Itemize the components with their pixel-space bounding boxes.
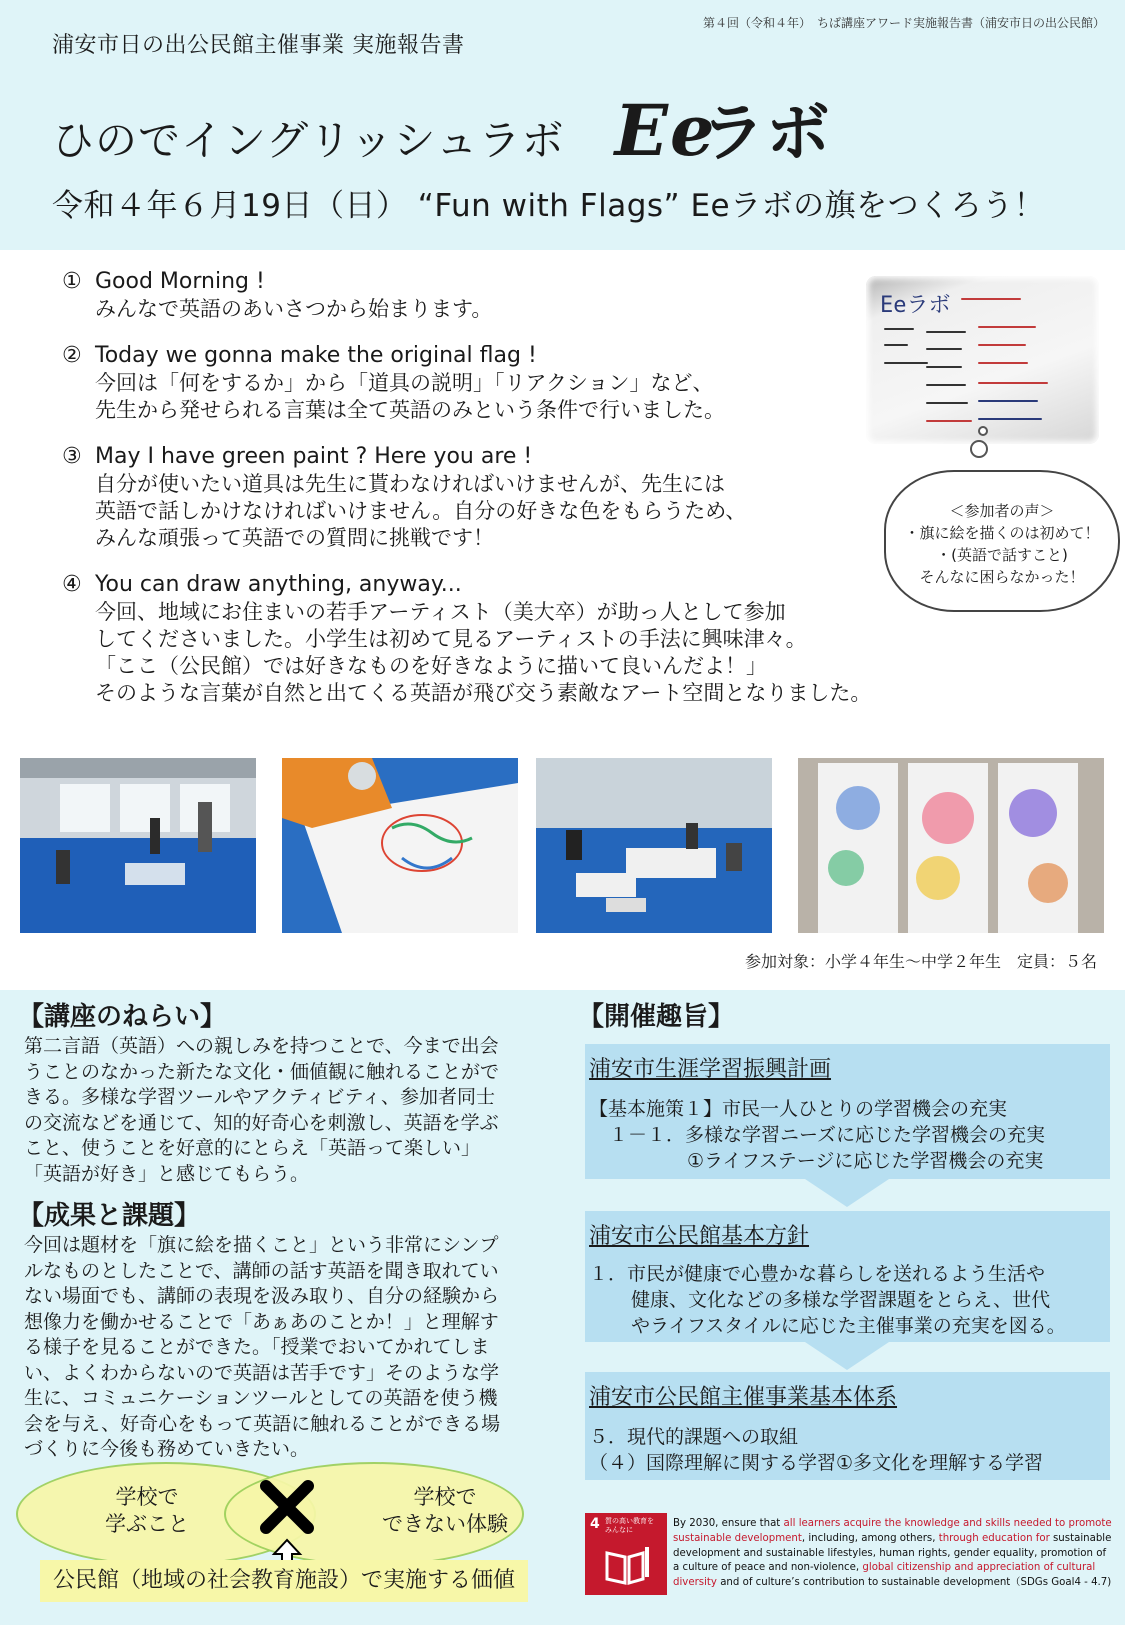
community-value-box: 公民館（地域の社会教育施設）で実施する価値 — [40, 1560, 528, 1602]
handwriting-mark — [926, 402, 968, 404]
sdg-text-part: By 2030, ensure that — [673, 1518, 784, 1529]
sdg-goal-4-icon — [585, 1513, 667, 1595]
step-text: 今回、地域にお住まいの若手アーティスト（美大卒）が助っ人として参加 — [95, 600, 786, 624]
aims-heading: 【講座のねらい】 — [18, 1002, 227, 1032]
book-pencil-icon — [603, 1545, 651, 1587]
handwriting-mark — [978, 400, 1038, 402]
results-line: づくりに今後も務めていきたい。 — [24, 1438, 310, 1460]
activity-steps — [62, 268, 942, 726]
sdg-text-part: sustainable development and sustainable lifestyles, human rights, gender equality, promotion of a culture of peace and non-violence, — [673, 1532, 1112, 1574]
aims-line: 第二言語（英語）への親しみを持つことで、今まで出会 — [24, 1035, 499, 1057]
venn-left-label — [72, 1484, 222, 1538]
sdg-text-highlight: all learners acquire the knowledge and skills needed to promote sustainable development — [673, 1518, 1112, 1544]
results-text — [24, 1233, 544, 1463]
photo-painted-flags — [798, 758, 1104, 933]
step-text: そのような言葉が自然と出てくる英語が飛び交う素敵なアート空間となりました。 — [95, 681, 872, 705]
results-line: 想像力を働かせることで「あぁあのことか！」と理解す — [24, 1310, 499, 1333]
step-heading: Good Morning ! — [95, 269, 265, 294]
step-heading: You can draw anything, anyway... — [95, 572, 462, 597]
whiteboard-photo — [866, 276, 1099, 444]
box-line: １．市民が健康で心豊かな暮らしを送れるよう生活や — [589, 1263, 1046, 1285]
step-number: ② — [62, 343, 82, 368]
step-heading: May I have green paint ? Here you are ! — [95, 444, 533, 469]
handwriting-mark — [978, 362, 1028, 364]
step-text: 英語で話しかけなければいけません。自分の好きな色をもらうため、 — [95, 499, 747, 523]
box-line: １－１．多様な学習ニーズに応じた学習機会の充実 — [609, 1124, 1046, 1146]
purpose-heading: 【開催趣旨】 — [578, 1002, 735, 1032]
handwriting-mark — [978, 382, 1048, 384]
venn-right-line: 学校で — [413, 1485, 477, 1509]
step-number: ④ — [62, 572, 82, 597]
step-heading: Today we gonna make the original flag ! — [95, 343, 537, 368]
venn-left-line: 学校で — [115, 1485, 179, 1509]
handwriting-mark — [926, 384, 966, 386]
step-text: 「ここ（公民館）では好きなものを好きなように描いて良いんだよ！」 — [95, 654, 767, 678]
whiteboard-title: Eeラボ — [880, 293, 951, 318]
results-line: 生に、コミュニケーションツールとしての英語を使う機 — [24, 1387, 498, 1409]
photo-room-overview — [20, 758, 256, 933]
results-line: ない場面でも、講師の表現を汲み取り、自分の経験から — [24, 1285, 500, 1307]
handwriting-mark — [926, 348, 962, 350]
step-text: みんな頑張って英語での質問に挑戦です！ — [95, 526, 494, 550]
flow-arrow-icon — [805, 1342, 889, 1370]
handwriting-mark — [926, 366, 962, 368]
voice-line: ・(英語で話すこと) — [936, 546, 1068, 564]
step-number: ③ — [62, 444, 82, 469]
aims-line: うことのなかった新たな文化・価値観に触れることがで — [24, 1060, 500, 1083]
sdg-text-highlight: through education for — [938, 1532, 1050, 1544]
venn-right-label — [360, 1484, 530, 1538]
photo-group-activity — [536, 758, 772, 933]
box-line: 【基本施策１】市民一人ひとりの学習機会の充実 — [589, 1098, 1008, 1120]
award-reference: 第４回（令和４年） ちば講座アワード実施報告書（浦安市日の出公民館） — [702, 16, 1105, 30]
step-2 — [62, 342, 942, 424]
results-heading: 【成果と課題】 — [18, 1201, 201, 1231]
flow-arrow-icon — [805, 1179, 889, 1207]
program-system-box — [585, 1372, 1110, 1480]
kominkan-policy-box — [585, 1211, 1110, 1342]
box-line: 健康、文化などの多様な学習課題をとらえ、世代 — [631, 1289, 1051, 1311]
sdg-number: 4 — [590, 1516, 600, 1532]
venn-right-line: できない体験 — [382, 1512, 508, 1536]
box-title: 浦安市生涯学習振興計画 — [589, 1057, 832, 1082]
box-line: ①ライフステージに応じた学習機会の充実 — [687, 1150, 1044, 1172]
step-1 — [62, 268, 942, 323]
handwriting-mark — [978, 418, 1042, 420]
handwriting-mark — [926, 331, 966, 333]
thought-dot — [970, 440, 988, 458]
sdg-text-part: , including, among others, — [801, 1532, 939, 1544]
handwriting-mark — [884, 362, 928, 364]
aims-text — [24, 1034, 544, 1187]
box-line: やライフスタイルに応じた主催事業の充実を図る。 — [631, 1315, 1066, 1337]
handwriting-mark — [884, 344, 908, 346]
voices-title: ＜参加者の声＞ — [949, 502, 1055, 520]
handwriting-mark — [884, 328, 914, 330]
step-number: ① — [62, 269, 82, 294]
event-date-title: 令和４年６月19日（日） “Fun with Flags” Eeラボの旗をつくろう！ — [52, 188, 1046, 224]
photo-child-painting — [282, 758, 518, 933]
cross-icon — [252, 1480, 322, 1570]
sdg-text-part: and of culture’s contribution to sustainable development（SDGs Goal4 - 4.7) — [716, 1577, 1112, 1589]
handwriting-mark — [978, 326, 1036, 328]
thought-dot — [978, 426, 988, 436]
sdg-target-text — [673, 1517, 1113, 1591]
page-title — [52, 82, 831, 174]
logo-ee: Ee — [614, 89, 717, 172]
results-line: ルなものとしたことで、講師の話す英語を聞き取れてい — [24, 1259, 499, 1282]
voice-line: そんなに困らなかった！ — [919, 568, 1085, 586]
participants-caption: 参加対象：小学４年生〜中学２年生 定員：５名 — [744, 952, 1097, 971]
lifelong-learning-plan-box — [585, 1044, 1110, 1179]
box-line: ５．現代的課題への取組 — [589, 1426, 799, 1448]
step-4 — [62, 571, 942, 707]
results-line: 今回は題材を「旗に絵を描くこと」という非常にシンプ — [24, 1234, 499, 1256]
results-line: 会を与え、好奇心をもって英語に触れることができる場 — [24, 1412, 501, 1435]
aims-line: 「英語が好き」と感じてもらう。 — [24, 1162, 310, 1185]
sdg-text-highlight: global citizenship and appreciation of cultural diversity — [673, 1562, 1096, 1589]
ee-logo — [615, 82, 831, 174]
aims-line: の交流などを通じて、知的好奇心を刺激し、英語を学ぶ — [24, 1111, 499, 1134]
sdg-label: 質の高い教育をみんなに — [605, 1517, 654, 1534]
step-text: してくださいました。小学生は初めて見るアーティストの手法に興味津々。 — [95, 627, 807, 651]
box-title: 浦安市公民館主催事業基本体系 — [589, 1385, 898, 1410]
step-text: 先生から発せられる言葉は全て英語のみという条件で行いました。 — [95, 398, 725, 422]
handwriting-mark — [978, 344, 1026, 346]
box-line: （４）国際理解に関する学習①多文化を理解する学習 — [589, 1452, 1044, 1474]
step-3 — [62, 443, 942, 552]
handwriting-mark — [926, 420, 972, 422]
step-text: 自分が使いたい道具は先生に貰わなければいけませんが、先生には — [95, 472, 725, 496]
aims-line: こと、使うことを好意的にとらえ「英語って楽しい」 — [24, 1137, 481, 1159]
box-title: 浦安市公民館基本方針 — [589, 1224, 810, 1249]
venn-diagram — [12, 1462, 572, 1572]
results-line: い、よくわからないので英語は苦手です」そのような学 — [24, 1361, 500, 1384]
voice-line: ・旗に絵を描くのは初めて！ — [904, 524, 1100, 542]
venn-left-line: 学ぶこと — [105, 1512, 189, 1536]
aims-line: きる。多様な学習ツールやアクティビティ、参加者同士 — [24, 1086, 496, 1108]
participant-voices-bubble — [884, 470, 1120, 612]
logo-rabo: ラボ — [700, 97, 831, 171]
step-text: 今回は「何をするか」から「道具の説明」「リアクション」など、 — [95, 371, 714, 395]
step-text: みんなで英語のあいさつから始まります。 — [95, 297, 493, 321]
title-text: ひのでイングリッシュラボ — [52, 116, 565, 165]
handwriting-mark — [961, 298, 1021, 300]
report-subtitle: 浦安市日の出公民館主催事業 実施報告書 — [52, 33, 465, 58]
results-line: る様子を見ることができた。「授業でおいてかれてしま — [24, 1336, 490, 1358]
